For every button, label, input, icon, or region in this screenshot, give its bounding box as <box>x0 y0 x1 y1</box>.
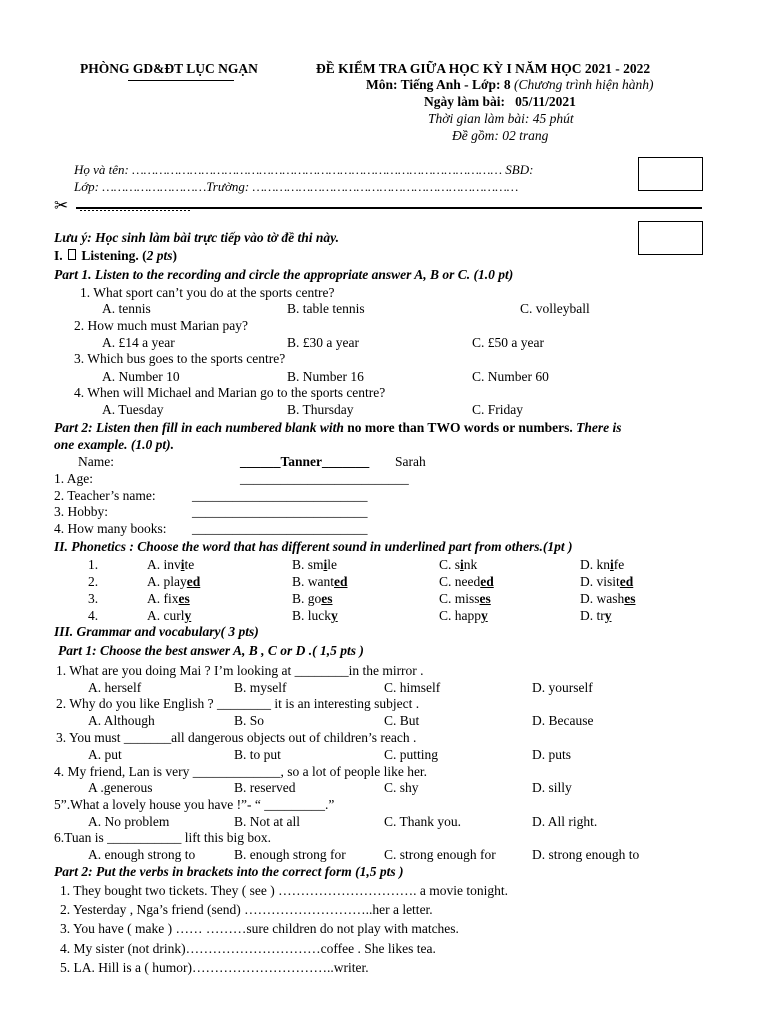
student-class-line: Lớp: ………………………Trường: …………………………………………………………… <box>74 179 519 194</box>
underlined-part: ed <box>619 574 634 589</box>
grammar-q6-a: A. enough strong to <box>88 847 196 862</box>
phonetics-row-number: 3. <box>88 591 99 606</box>
exam-time: Thời gian làm bài: 45 phút <box>428 111 574 126</box>
exam-date <box>424 94 576 110</box>
grammar-q3-d: D. puts <box>532 747 572 762</box>
phonetics-row-number: 4. <box>88 608 99 623</box>
listen-q4-b: B. Thursday <box>287 402 354 417</box>
phonetics-row-number: 2. <box>88 574 99 589</box>
phonetics-option-b: B. goes <box>292 591 333 606</box>
fill-hobby-label: 3. Hobby: <box>54 504 108 519</box>
section1-number: I. <box>54 248 67 263</box>
listen-q1-c: C. volleyball <box>520 301 590 316</box>
grammar-title: III. Grammar and vocabulary( 3 pts) <box>54 624 259 639</box>
fill-books-label: 4. How many books: <box>54 521 167 536</box>
listen-q3-c: C. Number 60 <box>472 369 549 384</box>
part2-title-line2: one example. (1.0 pt). <box>54 437 174 452</box>
subject-line <box>366 77 653 93</box>
phonetics-option-a: A. fixes <box>147 591 190 606</box>
grammar-q3-a: A. put <box>88 747 122 762</box>
grammar-q6: 6.Tuan is ___________ lift this big box. <box>54 830 272 845</box>
grammar-q2-a: A. Although <box>88 713 155 728</box>
part2-title-bold: no more than TWO words or numbers. <box>343 420 573 435</box>
date-label: Ngày làm bài: <box>424 94 505 109</box>
grammar-q5-a: A. No problem <box>88 814 170 829</box>
part2-title <box>54 420 621 436</box>
listen-q2: 2. How much must Marian pay? <box>74 318 248 333</box>
sbd-box[interactable] <box>638 157 703 191</box>
cut-line-dotted <box>80 210 190 211</box>
school-underline <box>128 80 234 81</box>
underlined-part: i <box>460 557 464 572</box>
grammar-q2: 2. Why do you like English ? ________ it is an interesting subject . <box>56 696 420 711</box>
student-name-line: Họ và tên: …………………………………………………………………………………… SBD: <box>74 162 534 177</box>
phonetics-option-c: C. happy <box>439 608 488 623</box>
listen-q3-b: B. Number 16 <box>287 369 364 384</box>
underlined-part: ed <box>334 574 348 589</box>
grammar-q6-d: D. strong enough to <box>532 847 640 862</box>
cut-line <box>76 207 702 209</box>
grammar-q1-a: A. herself <box>88 680 142 695</box>
fill-name-example: ______Tanner_______ <box>240 454 370 469</box>
listen-q2-c: C. £50 a year <box>472 335 544 350</box>
fill-teacher-label: 2. Teacher’s name: <box>54 488 156 503</box>
grammar-q2-b: B. So <box>234 713 265 728</box>
grammar-q5-c: C. Thank you. <box>384 814 461 829</box>
underlined-part: y <box>184 608 192 623</box>
listen-q4-c: C. Friday <box>472 402 524 417</box>
fill-hobby-blank[interactable]: __________________________ <box>192 504 368 519</box>
underlined-part: y <box>604 608 612 623</box>
listen-q1-b: B. table tennis <box>287 301 365 316</box>
phonetics-option-c: C. misses <box>439 591 491 606</box>
exam-title: ĐỀ KIỂM TRA GIỮA HỌC KỲ I NĂM HỌC 2021 - 2022 <box>316 61 651 76</box>
scissors-icon: ✂ <box>54 196 69 215</box>
date-value: 05/11/2021 <box>515 94 576 109</box>
listen-q4: 4. When will Michael and Marian go to the sports centre? <box>74 385 386 400</box>
grammar-q4-a: A .generous <box>88 780 153 795</box>
grammar-q2-d: D. Because <box>532 713 594 728</box>
grammar-q1: 1. What are you doing Mai ? I’m looking at ________in the mirror . <box>56 663 424 678</box>
grammar-q4-d: D. silly <box>532 780 572 795</box>
grammar-q5-d: D. All right. <box>532 814 598 829</box>
grammar-q5-b: B. Not at all <box>234 814 300 829</box>
underlined-part: ed <box>480 574 494 589</box>
checkbox-icon <box>68 249 76 260</box>
phonetics-option-c: C. needed <box>439 574 494 589</box>
section1-title: Listening. ( <box>81 248 147 263</box>
listen-q2-a: A. £14 a year <box>102 335 175 350</box>
grammar-part2-title: Part 2: Put the verbs in brackets into the correct form (1,5 pts ) <box>54 864 404 879</box>
section1-pts: 2 pts <box>146 248 173 263</box>
verb-q5: 5. LA. Hill is a ( humor)…………………………..writer. <box>60 960 369 975</box>
phonetics-option-a: A. played <box>147 574 201 589</box>
verb-q3: 3. You have ( make ) …… ………sure children do not play with matches. <box>60 921 459 936</box>
verb-q4: 4. My sister (not drink)…………………………coffee . She likes tea. <box>60 941 436 956</box>
phonetics-option-b: B. lucky <box>292 608 338 623</box>
phonetics-option-d: D. washes <box>580 591 636 606</box>
grammar-q4: 4. My friend, Lan is very _____________, so a lot of people like her. <box>54 764 428 779</box>
underlined-part: i <box>323 557 328 572</box>
underlined-part: y <box>331 608 338 623</box>
grammar-part1-title: Part 1: Choose the best answer A, B , C or D .( 1,5 pts ) <box>58 643 364 658</box>
grammar-q3: 3. You must _______all dangerous objects out of children’s reach . <box>56 730 417 745</box>
verb-q1: 1. They bought two tickets. They ( see ) …………………………. a movie tonight. <box>60 883 508 898</box>
part1-title: Part 1. Listen to the recording and circle the appropriate answer A, B or C. (1.0 pt) <box>54 267 514 282</box>
underlined-part: es <box>479 591 491 606</box>
phonetics-option-a: A. curly <box>147 608 192 623</box>
section1-close: ) <box>172 248 178 263</box>
grammar-q3-b: B. to put <box>234 747 281 762</box>
subject-note: (Chương trình hiện hành) <box>514 77 654 92</box>
phonetics-title: II. Phonetics : Choose the word that has different sound in underlined part from others.(1pt ) <box>54 539 573 554</box>
underlined-part: ed <box>186 574 201 589</box>
phonetics-option-d: D. knife <box>580 557 625 572</box>
exam-pages: Đề gồm: 02 trang <box>452 128 549 143</box>
grammar-q6-b: B. enough strong for <box>234 847 346 862</box>
underlined-part: es <box>321 591 333 606</box>
underlined-part: es <box>624 591 636 606</box>
phonetics-option-b: B. smile <box>292 557 338 572</box>
fill-name-label: Name: <box>78 454 114 469</box>
phonetics-option-c: C. sink <box>439 557 478 572</box>
phonetics-option-d: D. visited <box>580 574 634 589</box>
grammar-q1-d: D. yourself <box>532 680 593 695</box>
listen-q3-a: A. Number 10 <box>102 369 180 384</box>
score-box[interactable] <box>638 221 703 255</box>
part2-title-b: There is <box>572 420 622 435</box>
listen-q2-b: B. £30 a year <box>287 335 359 350</box>
listen-q4-a: A. Tuesday <box>102 402 164 417</box>
grammar-q4-c: C. shy <box>384 780 419 795</box>
listen-q1-a: A. tennis <box>102 301 151 316</box>
verb-q2: 2. Yesterday , Nga’s friend (send) ………………………..her a letter. <box>60 902 433 917</box>
listen-q3: 3. Which bus goes to the sports centre? <box>74 351 286 366</box>
grammar-q3-c: C. putting <box>384 747 439 762</box>
fill-age-blank[interactable]: _________________________ <box>240 471 409 486</box>
note: Lưu ý: Học sinh làm bài trực tiếp vào tờ đề thi này. <box>54 230 340 245</box>
phonetics-option-b: B. wanted <box>292 574 348 589</box>
grammar-q2-c: C. But <box>384 713 420 728</box>
fill-books-blank[interactable]: __________________________ <box>192 521 368 536</box>
part2-title-a: Part 2: Listen then fill in each numbered blank with <box>54 420 344 435</box>
fill-name-other: Sarah <box>395 454 426 469</box>
listen-q1: 1. What sport can’t you do at the sports centre? <box>80 285 335 300</box>
grammar-q4-b: B. reserved <box>234 780 296 795</box>
school-name: PHÒNG GD&ĐT LỤC NGẠN <box>80 61 258 76</box>
grammar-q6-c: C. strong enough for <box>384 847 496 862</box>
phonetics-option-a: A. invite <box>147 557 195 572</box>
grammar-q1-c: C. himself <box>384 680 441 695</box>
grammar-q5: 5”.What a lovely house you have !”- “ _________.” <box>54 797 335 812</box>
section-listening <box>54 248 177 264</box>
underlined-part: i <box>610 557 614 572</box>
phonetics-row-number: 1. <box>88 557 99 572</box>
subject-label: Môn: Tiếng Anh - Lớp: 8 <box>366 77 511 92</box>
fill-teacher-blank[interactable]: __________________________ <box>192 488 368 503</box>
underlined-part: i <box>180 557 185 572</box>
underlined-part: y <box>481 608 488 623</box>
fill-age-label: 1. Age: <box>54 471 93 486</box>
underlined-part: es <box>178 591 190 606</box>
phonetics-option-d: D. try <box>580 608 612 623</box>
grammar-q1-b: B. myself <box>234 680 287 695</box>
